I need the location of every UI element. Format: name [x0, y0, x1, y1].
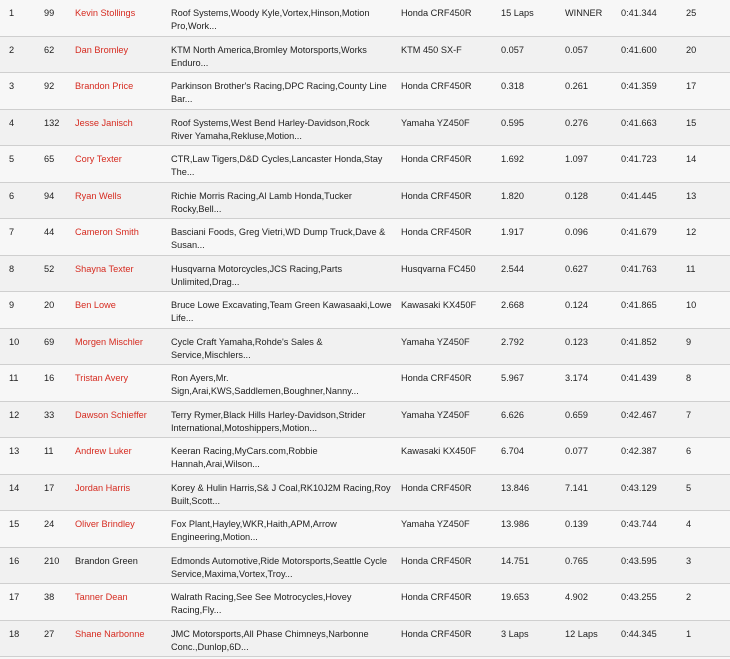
rider-name-link[interactable]: Shane Narbonne [75, 628, 145, 639]
position-cell: 14 [9, 482, 20, 493]
table-row [0, 292, 730, 329]
gap-cell: 1.917 [501, 227, 524, 237]
rider-number-cell: 94 [44, 190, 55, 201]
points-cell: 10 [686, 300, 697, 310]
sponsors-cell: Basciani Foods, Greg Vietri,WD Dump Truck,Dave & Susan... [171, 227, 386, 250]
bike-cell: Yamaha YZ450F [401, 336, 470, 347]
difference-cell: 4.902 [565, 592, 588, 602]
position-cell: 2 [9, 44, 15, 55]
rider-number-cell: 99 [44, 8, 55, 18]
sponsors-cell: Bruce Lowe Excavating,Team Green Kawasaaki,Lowe Life... [171, 300, 392, 323]
rider-number-cell: 24 [44, 519, 55, 529]
position-cell: 17 [9, 592, 20, 602]
table-row [0, 621, 730, 658]
points-cell: 4 [686, 519, 692, 529]
difference-cell: 0.139 [565, 519, 588, 529]
rider-number-cell: 44 [44, 227, 55, 237]
position-cell: 3 [9, 81, 15, 91]
rider-number-cell: 210 [44, 555, 60, 566]
table-row [0, 146, 730, 183]
gap-cell: 13.846 [501, 482, 530, 493]
bike-cell: Honda CRF450R [401, 592, 472, 602]
sponsors-cell: Edmonds Automotive,Ride Motorsports,Seattle Cycle Service,Maxima,Vortex,Troy... [171, 555, 388, 579]
sponsors-cell: Walrath Racing,See See Motrocycles,Hovey Racing,Fly... [171, 592, 352, 615]
position-cell: 6 [9, 190, 15, 201]
position-cell: 11 [9, 373, 19, 383]
best-lap-cell: 0:41.600 [621, 44, 657, 55]
difference-cell: 0.627 [565, 263, 588, 274]
difference-cell: 0.123 [565, 336, 588, 347]
rider-number-cell: 38 [44, 592, 55, 602]
best-lap-cell: 0:41.439 [621, 373, 657, 383]
bike-cell: Yamaha YZ450F [401, 117, 470, 128]
rider-number-cell: 92 [44, 81, 55, 91]
best-lap-cell: 0:44.345 [621, 628, 657, 639]
sponsors-cell: Richie Morris Racing,Al Lamb Honda,Tucker Rocky,Bell... [171, 190, 352, 214]
bike-cell: Kawasaki KX450F [401, 300, 477, 310]
best-lap-cell: 0:41.445 [621, 190, 657, 201]
best-lap-cell: 0:41.344 [621, 8, 657, 18]
rider-number-cell: 69 [44, 336, 55, 347]
rider-name-link[interactable]: Dawson Schieffer [75, 409, 147, 420]
rider-name-link[interactable]: Brandon Price [75, 81, 134, 91]
best-lap-cell: 0:41.852 [621, 336, 657, 347]
sponsors-cell: Korey & Hulin Harris,S& J Coal,RK10J2M Racing,Roy Built,Scott... [171, 482, 391, 506]
sponsors-cell: JMC Motorsports,All Phase Chimneys,Narbonne Conc.,Dunlop,6D... [171, 628, 369, 652]
table-row [0, 584, 730, 621]
position-cell: 1 [9, 8, 15, 18]
position-cell: 13 [9, 446, 20, 456]
rider-number-cell: 11 [44, 446, 54, 456]
sponsors-cell: Fox Plant,Hayley,WKR,Haith,APM,Arrow Engineering,Motion... [171, 519, 337, 542]
sponsors-cell: Roof Systems,West Bend Harley-Davidson,Rock River Yamaha,Rekluse,Motion... [171, 117, 370, 141]
gap-cell: 3 Laps [501, 628, 529, 639]
rider-number-cell: 62 [44, 44, 55, 55]
points-cell: 12 [686, 227, 697, 237]
gap-cell: 2.544 [501, 263, 524, 274]
table-row [0, 402, 730, 439]
table-row [0, 365, 730, 402]
gap-cell: 13.986 [501, 519, 530, 529]
position-cell: 8 [9, 263, 15, 274]
points-cell: 13 [686, 190, 697, 201]
rider-name-link[interactable]: Jesse Janisch [75, 117, 133, 128]
gap-cell: 5.967 [501, 373, 524, 383]
gap-cell: 2.668 [501, 300, 524, 310]
sponsors-cell: Roof Systems,Woody Kyle,Vortex,Hinson,Motion Pro,Work... [171, 8, 370, 31]
best-lap-cell: 0:41.763 [621, 263, 657, 274]
gap-cell: 0.318 [501, 81, 524, 91]
rider-name-link[interactable]: Morgen Mischler [75, 336, 143, 347]
sponsors-cell: Keeran Racing,MyCars.com,Robbie Hannah,Arai,Wilson... [171, 446, 318, 469]
points-cell: 15 [686, 117, 697, 128]
position-cell: 9 [9, 300, 15, 310]
rider-name-link[interactable]: Kevin Stollings [75, 8, 136, 18]
difference-cell: 12 Laps [565, 628, 598, 639]
table-row [0, 511, 730, 548]
position-cell: 10 [9, 336, 20, 347]
gap-cell: 19.653 [501, 592, 530, 602]
rider-name-link[interactable]: Tristan Avery [75, 373, 129, 383]
best-lap-cell: 0:41.679 [621, 227, 657, 237]
position-cell: 5 [9, 154, 15, 164]
rider-name-link[interactable]: Jordan Harris [75, 482, 131, 493]
points-cell: 17 [686, 81, 697, 91]
rider-name-link[interactable]: Ryan Wells [75, 190, 122, 201]
table-row [0, 73, 730, 110]
table-row [0, 37, 730, 74]
gap-cell: 0.057 [501, 44, 524, 55]
position-cell: 7 [9, 227, 15, 237]
points-cell: 11 [686, 263, 696, 274]
bike-cell: KTM 450 SX-F [401, 44, 462, 55]
points-cell: 6 [686, 446, 692, 456]
gap-cell: 1.692 [501, 154, 524, 164]
table-row [0, 0, 730, 37]
bike-cell: Honda CRF450R [401, 628, 472, 639]
table-row [0, 548, 730, 585]
best-lap-cell: 0:43.595 [621, 555, 657, 566]
best-lap-cell: 0:43.255 [621, 592, 657, 602]
gap-cell: 14.751 [501, 555, 530, 566]
points-cell: 3 [686, 555, 692, 566]
bike-cell: Honda CRF450R [401, 8, 472, 18]
rider-number-cell: 33 [44, 409, 55, 420]
rider-number-cell: 65 [44, 154, 55, 164]
bike-cell: Honda CRF450R [401, 482, 472, 493]
rider-number-cell: 132 [44, 117, 60, 128]
difference-cell: 0.096 [565, 227, 588, 237]
points-cell: 25 [686, 8, 697, 18]
points-cell: 9 [686, 336, 692, 347]
rider-name-link[interactable]: Oliver Brindley [75, 519, 135, 529]
table-row [0, 329, 730, 366]
difference-cell: WINNER [565, 8, 603, 18]
gap-cell: 0.595 [501, 117, 524, 128]
bike-cell: Honda CRF450R [401, 555, 472, 566]
sponsors-cell: Terry Rymer,Black Hills Harley-Davidson,Strider International,Motoshippers,Motion... [171, 409, 366, 433]
table-row [0, 110, 730, 147]
rider-number-cell: 27 [44, 628, 55, 639]
position-cell: 12 [9, 409, 20, 420]
difference-cell: 0.659 [565, 409, 588, 420]
difference-cell: 0.128 [565, 190, 588, 201]
bike-cell: Honda CRF450R [401, 373, 472, 383]
position-cell: 18 [9, 628, 20, 639]
rider-name-link[interactable]: Andrew Luker [75, 446, 132, 456]
points-cell: 20 [686, 44, 697, 55]
rider-number-cell: 16 [44, 373, 55, 383]
gap-cell: 6.704 [501, 446, 524, 456]
gap-cell: 15 Laps [501, 8, 534, 18]
table-row [0, 219, 730, 256]
best-lap-cell: 0:42.467 [621, 409, 657, 420]
rider-name-link[interactable]: Shayna Texter [75, 263, 134, 274]
rider-number-cell: 20 [44, 300, 55, 310]
difference-cell: 0.261 [565, 81, 588, 91]
rider-name-link[interactable]: Cameron Smith [75, 227, 139, 237]
bike-cell: Honda CRF450R [401, 81, 472, 91]
sponsors-cell: Cycle Craft Yamaha,Rohde's Sales & Service,Mischlers... [171, 336, 323, 360]
position-cell: 4 [9, 117, 15, 128]
bike-cell: Honda CRF450R [401, 154, 472, 164]
best-lap-cell: 0:43.744 [621, 519, 657, 529]
points-cell: 7 [686, 409, 692, 420]
difference-cell: 0.077 [565, 446, 588, 456]
rider-name-link[interactable]: Dan Bromley [75, 44, 129, 55]
position-cell: 15 [9, 519, 20, 529]
position-cell: 16 [9, 555, 20, 566]
difference-cell: 0.276 [565, 117, 588, 128]
difference-cell: 7.141 [565, 482, 588, 493]
table-row [0, 183, 730, 220]
bike-cell: Honda CRF450R [401, 227, 472, 237]
table-row [0, 475, 730, 512]
points-cell: 5 [686, 482, 692, 493]
best-lap-cell: 0:43.129 [621, 482, 657, 493]
best-lap-cell: 0:41.865 [621, 300, 657, 310]
points-cell: 8 [686, 373, 692, 383]
rider-name-link[interactable]: Tanner Dean [75, 592, 128, 602]
gap-cell: 2.792 [501, 336, 524, 347]
table-row [0, 256, 730, 293]
table-row [0, 438, 730, 475]
bike-cell: Kawasaki KX450F [401, 446, 477, 456]
difference-cell: 3.174 [565, 373, 588, 383]
bike-cell: Honda CRF450R [401, 190, 472, 201]
gap-cell: 1.820 [501, 190, 524, 201]
best-lap-cell: 0:42.387 [621, 446, 657, 456]
rider-name-link: Brandon Green [75, 555, 138, 566]
difference-cell: 0.124 [565, 300, 588, 310]
sponsors-cell: Husqvarna Motorcycles,JCS Racing,Parts Unlimited,Drag... [171, 263, 343, 287]
best-lap-cell: 0:41.663 [621, 117, 657, 128]
rider-number-cell: 52 [44, 263, 55, 274]
bike-cell: Yamaha YZ450F [401, 409, 470, 420]
difference-cell: 0.057 [565, 44, 588, 55]
best-lap-cell: 0:41.359 [621, 81, 657, 91]
bike-cell: Husqvarna FC450 [401, 263, 476, 274]
best-lap-cell: 0:41.723 [621, 154, 657, 164]
sponsors-cell: CTR,Law Tigers,D&D Cycles,Lancaster Honda,Stay The... [171, 154, 383, 177]
sponsors-cell: Parkinson Brother's Racing,DPC Racing,County Line Bar... [171, 81, 387, 104]
points-cell: 2 [686, 592, 692, 602]
difference-cell: 0.765 [565, 555, 588, 566]
rider-number-cell: 17 [44, 482, 55, 493]
rider-name-link[interactable]: Ben Lowe [75, 300, 116, 310]
rider-name-link[interactable]: Cory Texter [75, 154, 122, 164]
sponsors-cell: KTM North America,Bromley Motorsports,Works Enduro... [171, 44, 367, 68]
difference-cell: 1.097 [565, 154, 588, 164]
points-cell: 1 [686, 628, 692, 639]
sponsors-cell: Ron Ayers,Mr. Sign,Arai,KWS,Saddlemen,Boughner,Nanny... [171, 373, 359, 396]
bike-cell: Yamaha YZ450F [401, 519, 470, 529]
points-cell: 14 [686, 154, 697, 164]
gap-cell: 6.626 [501, 409, 524, 420]
